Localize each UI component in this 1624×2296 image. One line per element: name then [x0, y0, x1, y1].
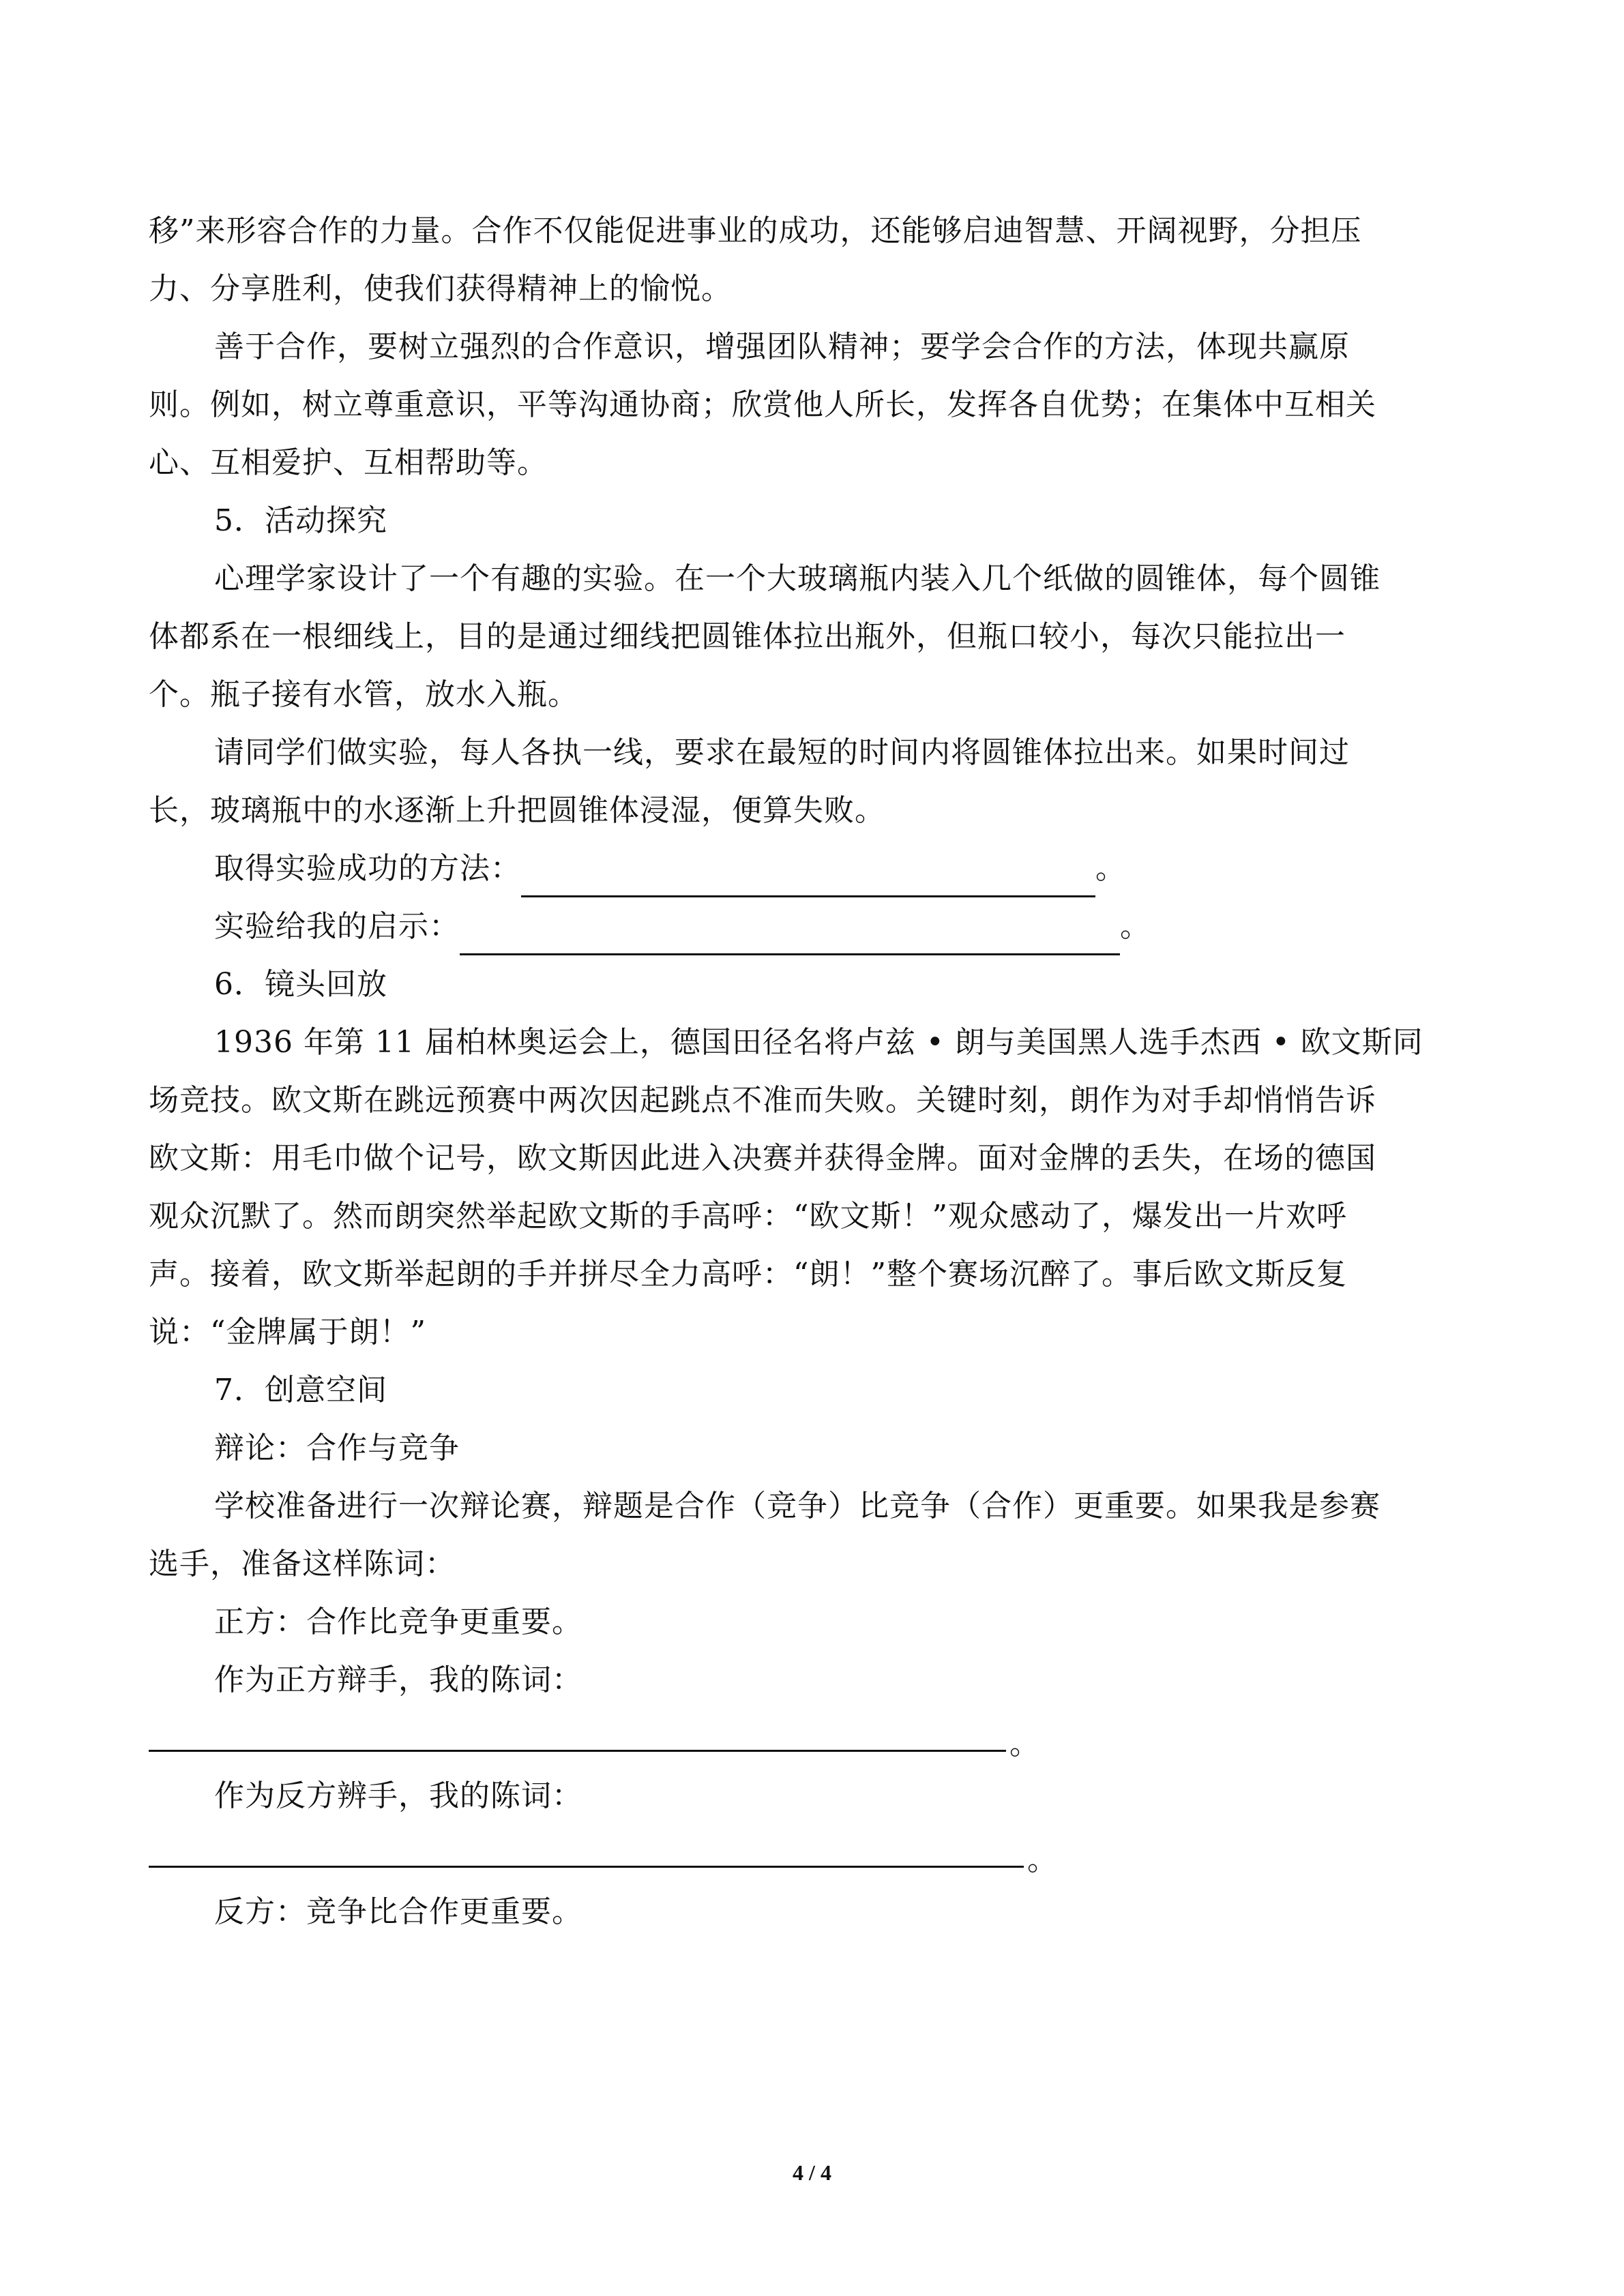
page-body	[149, 202, 1475, 1941]
period: 。	[1095, 851, 1126, 886]
text-line: 说：“金牌属于朗！”	[149, 1315, 426, 1350]
question-insight	[149, 897, 1475, 955]
text: 移”来形容合作的力量。合作不仅能促进事业的成功，还能够启迪智慧、开阔视野，分担压	[149, 213, 1362, 248]
pro-side: 正方：合作比竞争更重要。	[214, 1605, 582, 1639]
text-line: 场竞技。欧文斯在跳远预赛中两次因起跳点不准而失败。关键时刻，朗作为对手却悄悄告诉	[149, 1083, 1376, 1118]
pro-answer-line	[149, 1709, 1475, 1767]
text-line: 学校准备进行一次辩论赛，辩题是合作（竞争）比竞争（合作）更重要。如果我是参赛	[214, 1489, 1381, 1523]
text-line: 则。例如，树立尊重意识，平等沟通协商；欣赏他人所长，发挥各自优势；在集体中互相关	[149, 387, 1376, 422]
question-label: 实验给我的启示：	[214, 909, 460, 944]
text-line: 欧文斯：用毛巾做个记号，欧文斯因此进入决赛并获得金牌。面对金牌的丢失，在场的德国	[149, 1141, 1376, 1176]
section-heading: 5．活动探究	[214, 503, 387, 538]
text-line: 请同学们做实验，每人各执一线，要求在最短的时间内将圆锥体拉出来。如果时间过	[214, 735, 1350, 770]
text-line: 1936 年第 11 届柏林奥运会上，德国田径名将卢兹 • 朗与美国黑人选手杰西 • 欧文斯同	[214, 1025, 1423, 1060]
period: 。	[1009, 1727, 1039, 1761]
text-line: 力、分享胜利，使我们获得精神上的愉悦。	[149, 271, 732, 306]
section-heading: 7．创意空间	[214, 1373, 387, 1407]
text-line: 观众沉默了。然而朗突然举起欧文斯的手高呼：“欧文斯！”观众感动了，爆发出一片欢呼	[149, 1199, 1347, 1234]
answer-blank-method[interactable]	[521, 860, 1095, 897]
page-number: 4 / 4	[793, 2160, 831, 2185]
question-method	[149, 839, 1475, 897]
con-answer-line	[149, 1825, 1475, 1883]
question-label: 取得实验成功的方法：	[214, 851, 521, 886]
text-line	[149, 202, 1475, 260]
text-line: 善于合作，要树立强烈的合作意识，增强团队精神；要学会合作的方法，体现共赢原	[214, 329, 1350, 364]
text-line: 选手，准备这样陈词：	[149, 1547, 456, 1581]
answer-blank-insight[interactable]	[460, 918, 1120, 955]
text-line: 声。接着，欧文斯举起朗的手并拼尽全力高呼：“朗！”整个赛场沉醉了。事后欧文斯反复	[149, 1257, 1347, 1292]
text-line: 体都系在一根细线上，目的是通过细线把圆锥体拉出瓶外，但瓶口较小，每次只能拉出一	[149, 619, 1346, 654]
answer-blank-pro[interactable]	[149, 1714, 1006, 1752]
text-line: 长，玻璃瓶中的水逐渐上升把圆锥体浸湿，便算失败。	[149, 793, 885, 828]
period: 。	[1120, 909, 1151, 944]
debate-subtitle: 辩论：合作与竞争	[214, 1431, 460, 1465]
con-prompt: 作为反方辨手，我的陈词：	[214, 1778, 582, 1813]
con-side: 反方：竞争比合作更重要。	[214, 1894, 582, 1929]
period: 。	[1027, 1843, 1057, 1877]
text-line: 心、互相爱护、互相帮助等。	[149, 445, 548, 480]
text-line: 个。瓶子接有水管，放水入瓶。	[149, 677, 578, 712]
answer-blank-con[interactable]	[149, 1830, 1024, 1868]
section-heading: 6．镜头回放	[214, 967, 387, 1002]
text-line: 心理学家设计了一个有趣的实验。在一个大玻璃瓶内装入几个纸做的圆锥体，每个圆锥	[214, 561, 1381, 596]
pro-prompt: 作为正方辩手，我的陈词：	[214, 1663, 582, 1697]
